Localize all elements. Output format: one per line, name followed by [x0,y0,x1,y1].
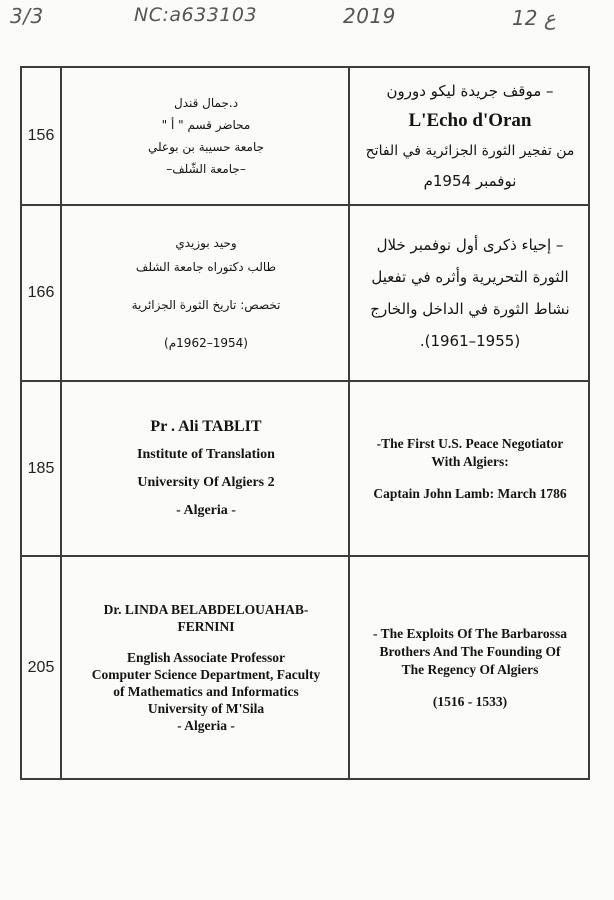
author-position: English Associate Professor [127,650,285,665]
table-row [22,557,588,778]
title-line: (1955–1961). [419,332,521,350]
page-number: 205 [22,557,62,778]
title-line: With Algiers: [431,453,509,469]
author-university: University Of Algiers 2 [137,474,275,490]
author-name: FERNINI [177,619,235,634]
title-line: Brothers And The Founding Of [379,643,561,659]
title-line: The Regency Of Algiers [401,661,539,677]
author-country: - Algeria - [176,502,236,518]
title-cell [352,382,588,555]
author-degree: طالب دكتوراه جامعة الشلف [135,260,277,274]
title-cell [352,68,588,204]
author-name: د.جمال قندل [173,96,239,110]
author-rank: محاضر قسم " أ " [161,118,251,132]
handwritten-page-mark: 3/3 [10,4,44,28]
page-number: 185 [22,382,62,555]
title-line: نوفمبر 1954م [423,172,517,190]
author-specialty: تخصص: تاريخ الثورة الجزائرية [131,298,281,312]
contents-table [20,66,590,780]
page-number: 156 [22,68,62,204]
author-name: Pr . Ali TABLIT [150,417,262,435]
author-cell [64,382,350,555]
title-line: – موقف جريدة ليكو دورون [386,82,554,100]
title-line: من تفجير الثورة الجزائرية في الفاتح [365,143,575,159]
title-line: – إحياء ذكرى أول نوفمبر خلال [376,236,564,254]
title-line: Captain John Lamb: March 1786 [373,485,567,501]
title-line: -The First U.S. Peace Negotiator [376,435,564,451]
author-institute: Institute of Translation [137,446,275,462]
title-line: (1516 - 1533) [432,693,508,709]
author-location: –جامعة الشّلف– [166,162,246,176]
table-row [22,68,588,206]
handwritten-year: 2019 [343,4,396,28]
table-row [22,382,588,557]
title-line: الثورة التحريرية وأثره في تفعيل [371,268,569,286]
author-country: - Algeria - [177,718,235,733]
title-cell [352,206,588,380]
page-number: 166 [22,206,62,380]
author-cell [64,557,350,778]
author-cell [64,68,350,204]
title-cell [352,557,588,778]
table-row [22,206,588,382]
title-line: - The Exploits Of The Barbarossa [373,625,567,641]
author-name: وحيد بوزيدي [175,236,237,250]
author-university: University of M'Sila [147,701,265,716]
author-period: (1954–1962م) [164,336,248,350]
author-department: Computer Science Department, Faculty [91,667,321,682]
author-faculty: of Mathematics and Informatics [113,684,299,699]
author-name: Dr. LINDA BELABDELOUAHAB- [103,602,309,617]
title-line: L'Echo d'Oran [408,110,532,131]
handwritten-catalog-code: NC:a633103 [134,4,258,26]
author-university: جامعة حسيبة بن بوعلي [147,140,265,154]
author-cell [64,206,350,380]
handwritten-reference: 12 ع [512,6,556,30]
title-line: نشاط الثورة في الداخل والخارج [370,300,570,318]
